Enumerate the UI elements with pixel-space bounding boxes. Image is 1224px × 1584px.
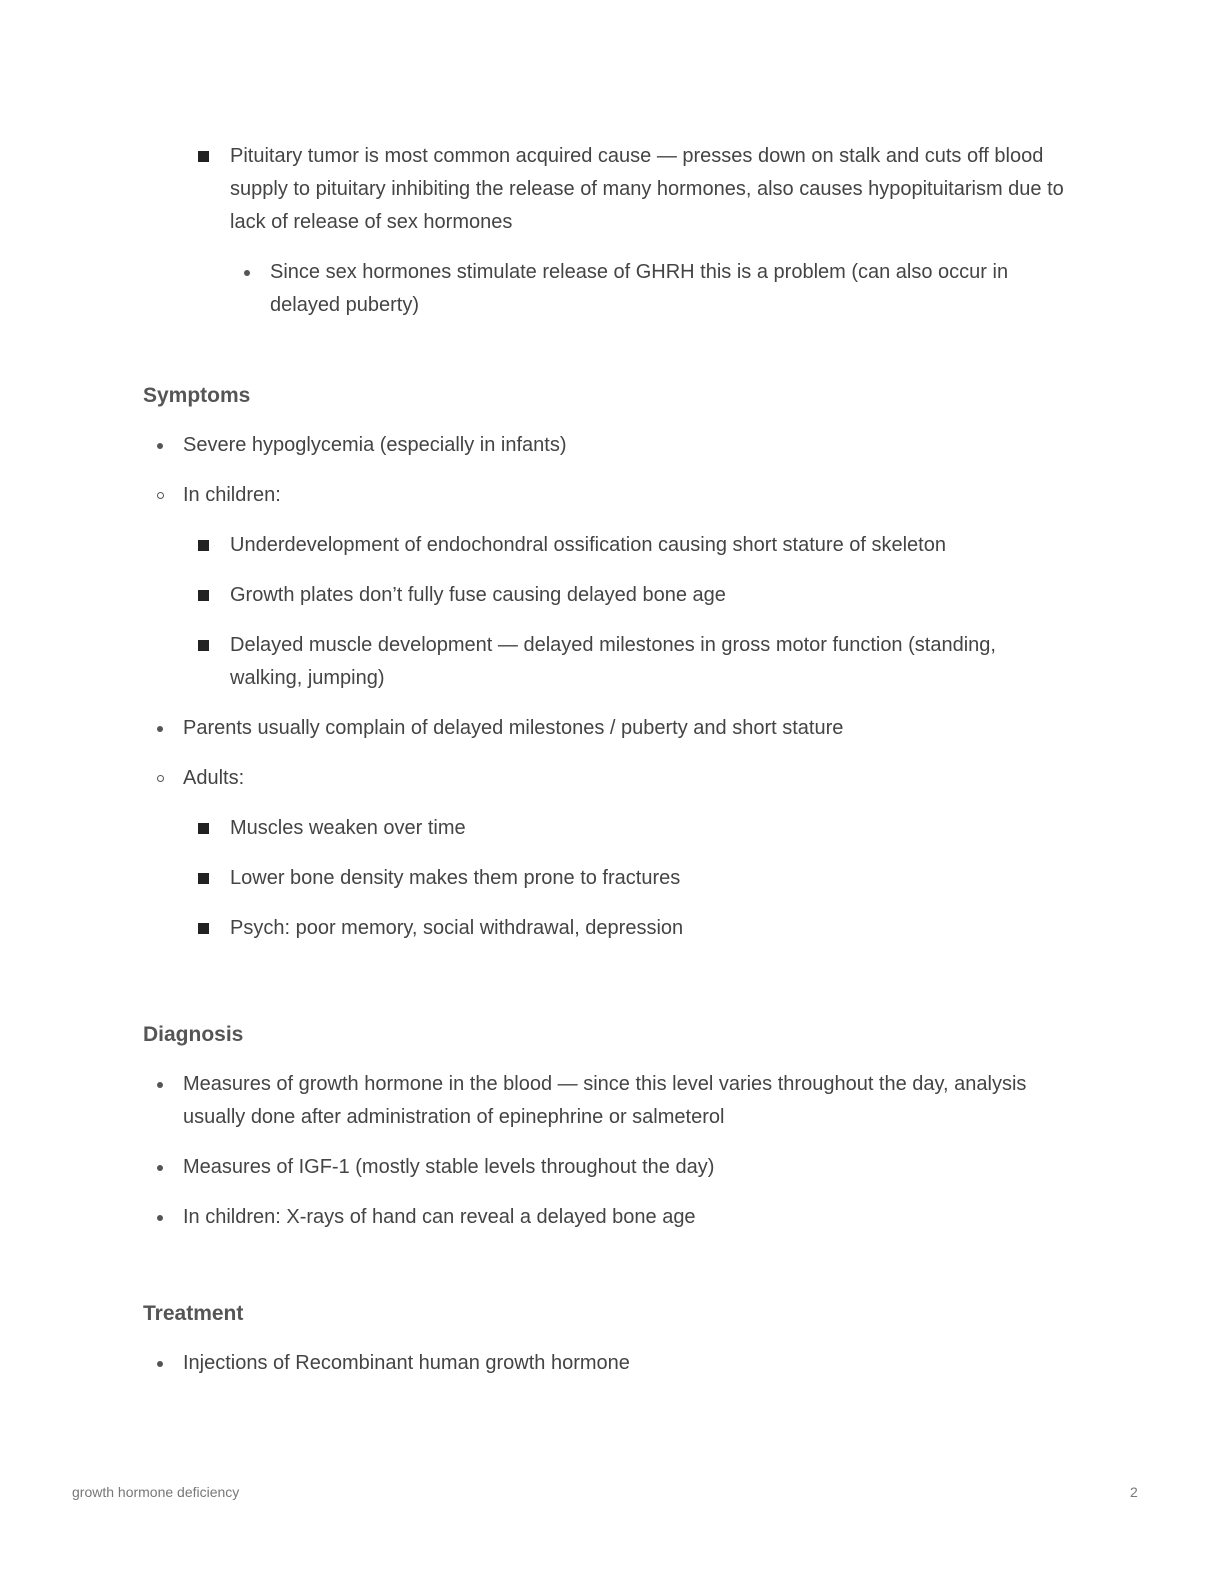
footer-title: growth hormone deficiency <box>72 1484 240 1500</box>
list-item-text: Adults: <box>183 767 245 789</box>
list-item <box>143 1347 1073 1380</box>
list-item-text: Delayed muscle development — delayed milestones in gross motor function (standing, walking, jumping) <box>230 634 996 689</box>
list-item-text: Measures of growth hormone in the blood — since this level varies throughout the day, analysis usually done after administration of epinephrine or salmeterol <box>183 1073 1027 1128</box>
list-item <box>143 1201 1073 1234</box>
list-item-text: Pituitary tumor is most common acquired cause — presses down on stalk and cuts off blood supply to pituitary inhibiting the release of many hormones, also causes hypopituitarism due to lack of release of sex hormones <box>230 145 1064 233</box>
list-item <box>143 256 1073 322</box>
list-item-text: Since sex hormones stimulate release of GHRH this is a problem (can also occur in delayed puberty) <box>270 261 1009 316</box>
list-item-text: Underdevelopment of endochondral ossification causing short stature of skeleton <box>230 534 946 556</box>
square-bullet-icon <box>198 812 209 845</box>
list-item-text: In children: X-rays of hand can reveal a delayed bone age <box>183 1206 696 1228</box>
document-content <box>143 140 1073 1397</box>
list-item-text: Lower bone density makes them prone to fractures <box>230 867 681 889</box>
list-item <box>143 712 1073 745</box>
list-item <box>143 1068 1073 1134</box>
treatment-list <box>143 1347 1073 1380</box>
square-bullet-icon <box>198 912 209 945</box>
section-heading-diagnosis: Diagnosis <box>143 1023 244 1046</box>
list-item-text: Injections of Recombinant human growth hormone <box>183 1352 630 1374</box>
square-bullet-icon <box>198 579 209 612</box>
hollow-bullet-icon <box>157 479 164 512</box>
list-item <box>143 429 1073 462</box>
list-item <box>143 862 1073 895</box>
list-item <box>143 912 1073 945</box>
dot-bullet-icon <box>244 256 250 289</box>
section-heading-symptoms: Symptoms <box>143 384 251 407</box>
list-item-text: Growth plates don’t fully fuse causing delayed bone age <box>230 584 726 606</box>
list-item <box>143 529 1073 562</box>
dot-bullet-icon <box>157 1201 163 1234</box>
square-bullet-icon <box>198 862 209 895</box>
list-item <box>143 140 1073 239</box>
list-item-text: Psych: poor memory, social withdrawal, depression <box>230 917 684 939</box>
list-item <box>143 762 1073 795</box>
intro-list <box>143 140 1073 322</box>
list-item <box>143 1151 1073 1184</box>
square-bullet-icon <box>198 529 209 562</box>
dot-bullet-icon <box>157 712 163 745</box>
footer-page-number: 2 <box>1130 1484 1138 1500</box>
dot-bullet-icon <box>157 1151 163 1184</box>
dot-bullet-icon <box>157 1068 163 1101</box>
list-item <box>143 812 1073 845</box>
list-item <box>143 479 1073 512</box>
list-item-text: Severe hypoglycemia (especially in infants) <box>183 434 567 456</box>
list-item <box>143 629 1073 695</box>
hollow-bullet-icon <box>157 762 164 795</box>
dot-bullet-icon <box>157 1347 163 1380</box>
diagnosis-list <box>143 1068 1073 1234</box>
list-item-text: In children: <box>183 484 281 506</box>
symptoms-list <box>143 429 1073 945</box>
list-item-text: Measures of IGF-1 (mostly stable levels throughout the day) <box>183 1156 715 1178</box>
list-item <box>143 579 1073 612</box>
section-heading-treatment: Treatment <box>143 1302 244 1325</box>
square-bullet-icon <box>198 140 209 173</box>
list-item-text: Parents usually complain of delayed milestones / puberty and short stature <box>183 717 844 739</box>
list-item-text: Muscles weaken over time <box>230 817 466 839</box>
dot-bullet-icon <box>157 429 163 462</box>
square-bullet-icon <box>198 629 209 662</box>
